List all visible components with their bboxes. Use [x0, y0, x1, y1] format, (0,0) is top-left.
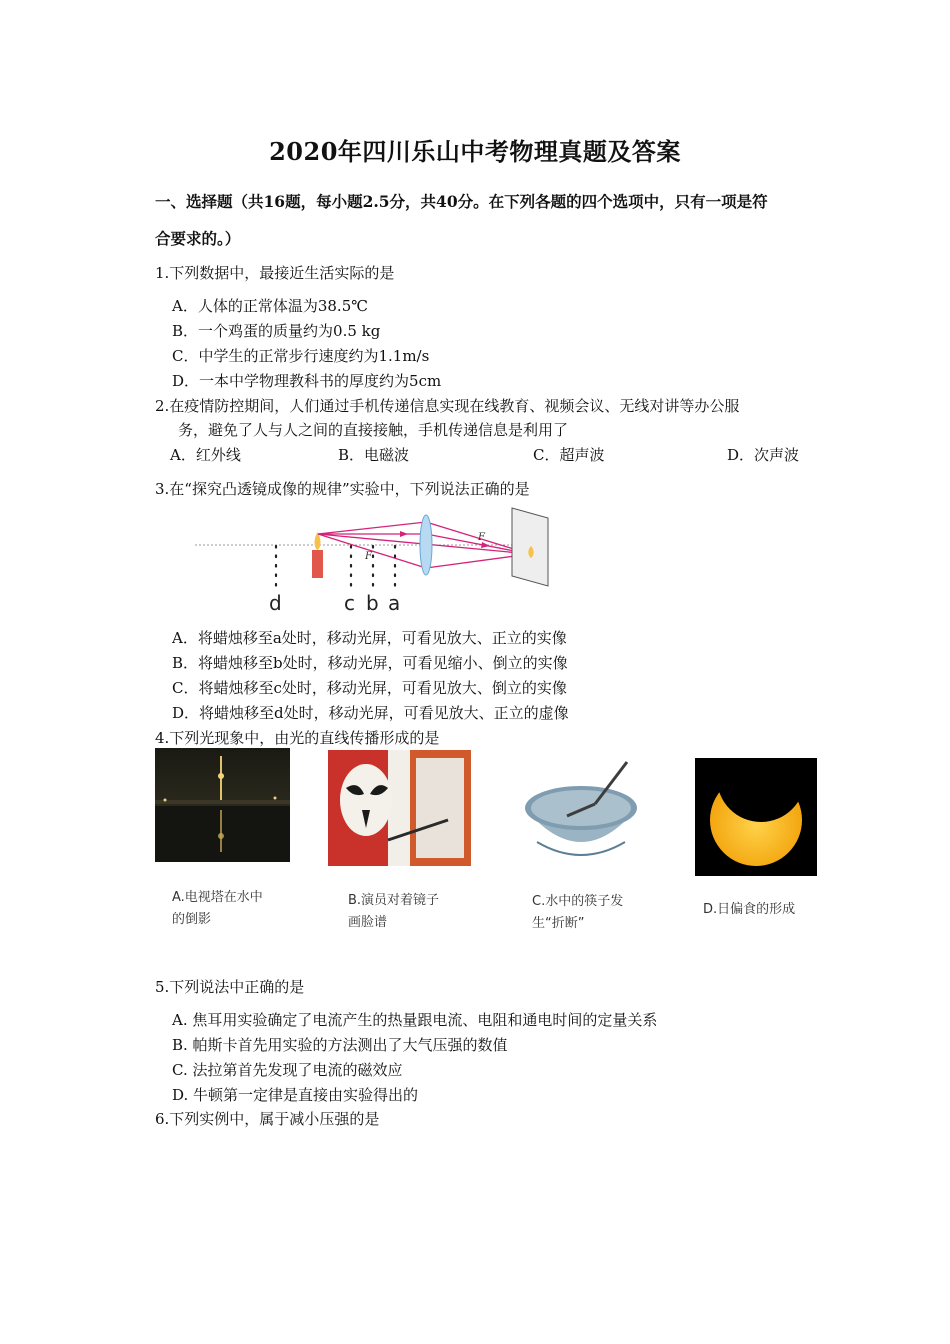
- question-2-stem-line1: 2.在疫情防控期间，人们通过手机传递信息实现在线教育、视频会议、无线对讲等办公服: [155, 397, 740, 415]
- section-heading-line2: 合要求的。）: [155, 229, 241, 248]
- position-label-a: a: [388, 591, 401, 615]
- question-2-option-b: B．电磁波: [338, 446, 410, 464]
- focus-label-right: F: [478, 532, 485, 543]
- photo-opera-face-painting: [328, 750, 471, 866]
- question-3-option-d: D．将蜡烛移至d处时，移动光屏，可看见放大、正立的虚像: [172, 704, 569, 722]
- caption-d: D.日偏食的形成: [703, 902, 796, 917]
- question-3-stem: 3.在“探究凸透镜成像的规律”实验中，下列说法正确的是: [155, 480, 530, 498]
- photo-chopsticks-in-water: [517, 756, 645, 871]
- question-1-option-b: B．一个鸡蛋的质量约为0.5 kg: [172, 322, 381, 340]
- position-label-d: d: [269, 591, 282, 615]
- focus-label-left: F: [365, 551, 372, 562]
- position-label-c: c: [344, 591, 355, 615]
- caption-a: A.电视塔在水中 的倒影: [172, 890, 263, 927]
- convex-lens-diagram: [190, 500, 570, 620]
- question-5-option-a: A. 焦耳用实验确定了电流产生的热量跟电流、电阻和通电时间的定量关系: [172, 1011, 658, 1029]
- question-6-stem: 6.下列实例中，属于减小压强的是: [155, 1110, 380, 1128]
- question-3-option-c: C．将蜡烛移至c处时，移动光屏，可看见放大、倒立的实像: [172, 679, 567, 697]
- question-5-option-b: B. 帕斯卡首先用实验的方法测出了大气压强的数值: [172, 1036, 508, 1054]
- photo-partial-solar-eclipse: [695, 758, 817, 876]
- question-1-option-a: A．人体的正常体温为38.5℃: [172, 297, 369, 315]
- caption-b: B.演员对着镜子 画脸谱: [348, 893, 440, 930]
- position-label-b: b: [366, 591, 379, 615]
- question-3-option-b: B．将蜡烛移至b处时，移动光屏，可看见缩小、倒立的实像: [172, 654, 568, 672]
- question-2-option-a: A．红外线: [170, 446, 241, 464]
- page-title: 2020年四川乐山中考物理真题及答案: [269, 137, 681, 166]
- section-heading-line1: 一、选择题（共16题，每小题2.5分，共40分。在下列各题的四个选项中，只有一项是符: [155, 192, 768, 211]
- question-2-stem-line2: 务，避免了人与人之间的直接接触，手机传递信息是利用了: [178, 421, 569, 439]
- question-1-stem: 1.下列数据中，最接近生活实际的是: [155, 264, 395, 282]
- question-4-stem: 4.下列光现象中，由光的直线传播形成的是: [155, 729, 440, 747]
- question-2-option-c: C．超声波: [533, 446, 605, 464]
- question-5-stem: 5.下列说法中正确的是: [155, 978, 305, 996]
- question-5-option-d: D. 牛顿第一定律是直接由实验得出的: [172, 1086, 419, 1104]
- question-1-option-c: C．中学生的正常步行速度约为1.1m/s: [172, 347, 430, 365]
- caption-c: C.水中的筷子发 生“折断”: [532, 894, 624, 931]
- question-3-option-a: A．将蜡烛移至a处时，移动光屏，可看见放大、正立的实像: [172, 629, 567, 647]
- question-5-option-c: C. 法拉第首先发现了电流的磁效应: [172, 1061, 403, 1079]
- question-1-option-d: D．一本中学物理教科书的厚度约为5cm: [172, 372, 442, 390]
- question-2-option-d: D．次声波: [727, 446, 800, 464]
- photo-tv-tower-reflection: [155, 748, 290, 862]
